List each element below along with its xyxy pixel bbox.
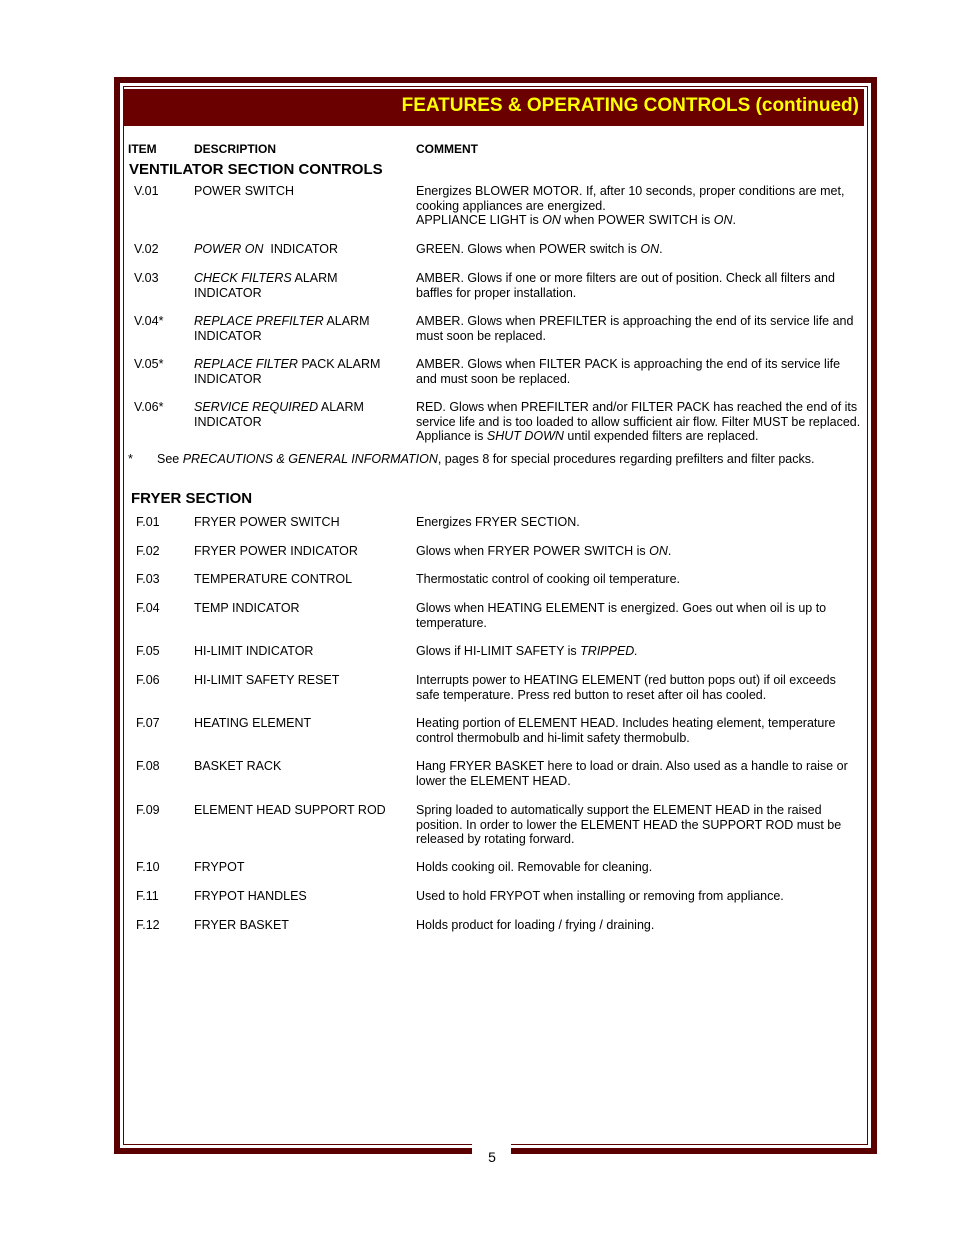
item-code: V.01: [134, 184, 159, 198]
item-comment: Hang FRYER BASKET here to load or drain. Also used as a handle to raise or lower the ELEMENT HEAD.: [416, 759, 848, 788]
item-comment: Heating portion of ELEMENT HEAD. Includes heating element, temperature control thermobulb and hi-limit safety thermobulb.: [416, 716, 836, 745]
item-description: SERVICE REQUIRED ALARM INDICATOR: [194, 400, 364, 429]
frame-border-bottom-right: [511, 1148, 877, 1154]
item-code: V.03: [134, 271, 159, 285]
item-comment: AMBER. Glows when PREFILTER is approaching the end of its service life and must soon be replaced.: [416, 314, 854, 343]
item-code: V.04*: [134, 314, 164, 328]
item-comment: GREEN. Glows when POWER switch is ON.: [416, 242, 663, 256]
item-description: BASKET RACK: [194, 759, 282, 773]
frame-inner-left: [123, 86, 124, 1145]
item-description: REPLACE FILTER PACK ALARM INDICATOR: [194, 357, 381, 386]
item-description: FRYPOT HANDLES: [194, 889, 307, 903]
item-code: F.08: [136, 759, 160, 773]
item-comment: Energizes BLOWER MOTOR. If, after 10 seconds, proper conditions are met, cooking appliances are energized. APPLIANCE LIGHT is ON when POWER SWITCH is ON.: [416, 184, 845, 227]
item-description: FRYPOT: [194, 860, 245, 874]
item-code: V.02: [134, 242, 159, 256]
item-description: REPLACE PREFILTER ALARM INDICATOR: [194, 314, 370, 343]
footnote-text: See PRECAUTIONS & GENERAL INFORMATION, pages 8 for special procedures regarding prefilters and filter packs.: [157, 452, 815, 466]
item-description: CHECK FILTERS ALARM INDICATOR: [194, 271, 338, 300]
item-code: F.07: [136, 716, 160, 730]
item-description: HI-LIMIT SAFETY RESET: [194, 673, 340, 687]
item-code: F.11: [136, 889, 159, 903]
item-code: F.04: [136, 601, 160, 615]
item-comment: Thermostatic control of cooking oil temperature.: [416, 572, 681, 586]
item-comment: Used to hold FRYPOT when installing or removing from appliance.: [416, 889, 784, 903]
frame-border-left: [114, 77, 120, 1154]
frame-border-bottom-left: [114, 1148, 472, 1154]
item-comment: Glows if HI-LIMIT SAFETY is TRIPPED.: [416, 644, 638, 658]
frame-inner-bottom-left: [123, 1144, 472, 1145]
frame-inner-bottom-right: [511, 1144, 868, 1145]
item-code: F.12: [136, 918, 160, 932]
item-description: FRYER POWER SWITCH: [194, 515, 340, 529]
item-comment: AMBER. Glows if one or more filters are out of position. Check all filters and baffles for proper installation.: [416, 271, 835, 300]
item-code: F.09: [136, 803, 160, 817]
item-code: F.05: [136, 644, 160, 658]
item-comment: Interrupts power to HEATING ELEMENT (red button pops out) if oil exceeds safe temperature. Press red button to reset after oil has cooled.: [416, 673, 836, 702]
item-description: HI-LIMIT INDICATOR: [194, 644, 314, 658]
footnote-marker: *: [128, 452, 133, 466]
page-title: FEATURES & OPERATING CONTROLS (continued): [401, 95, 859, 116]
ventilator-section-title: VENTILATOR SECTION CONTROLS: [129, 161, 383, 178]
item-description: TEMPERATURE CONTROL: [194, 572, 353, 586]
item-description: FRYER POWER INDICATOR: [194, 544, 358, 558]
item-comment: Spring loaded to automatically support the ELEMENT HEAD in the raised position. In order to lower the ELEMENT HEAD the SUPPORT ROD must be released by rotating forward.: [416, 803, 842, 846]
item-comment: Glows when HEATING ELEMENT is energized. Goes out when oil is up to temperature.: [416, 601, 827, 630]
frame-border-top: [114, 77, 877, 83]
column-header-comment: COMMENT: [416, 142, 478, 156]
item-comment: Energizes FRYER SECTION.: [416, 515, 580, 529]
page-number: 5: [488, 1149, 496, 1165]
item-code: F.03: [136, 572, 160, 586]
item-comment: Glows when FRYER POWER SWITCH is ON.: [416, 544, 672, 558]
item-code: V.05*: [134, 357, 164, 371]
item-description: FRYER BASKET: [194, 918, 289, 932]
title-banner: [123, 89, 864, 126]
column-header-item: ITEM: [128, 142, 157, 156]
item-description: HEATING ELEMENT: [194, 716, 312, 730]
frame-inner-top: [123, 86, 868, 87]
item-code: F.01: [136, 515, 160, 529]
item-code: V.06*: [134, 400, 164, 414]
item-comment: Holds cooking oil. Removable for cleaning.: [416, 860, 653, 874]
frame-border-right: [871, 77, 877, 1154]
item-code: F.10: [136, 860, 160, 874]
item-code: F.06: [136, 673, 160, 687]
item-comment: Holds product for loading / frying / draining.: [416, 918, 655, 932]
item-comment: RED. Glows when PREFILTER and/or FILTER PACK has reached the end of its service life and is too loaded to allow sufficient air flow. Filter MUST be replaced. Appliance is SHUT DOWN until expended filters are replaced.: [416, 400, 861, 443]
item-description: POWER SWITCH: [194, 184, 294, 198]
frame-inner-right: [867, 86, 868, 1145]
item-comment: AMBER. Glows when FILTER PACK is approaching the end of its service life and must soon be replaced.: [416, 357, 841, 386]
column-header-description: DESCRIPTION: [194, 142, 277, 156]
item-code: F.02: [136, 544, 160, 558]
item-description: ELEMENT HEAD SUPPORT ROD: [194, 803, 386, 817]
fryer-section-title: FRYER SECTION: [131, 490, 253, 507]
item-description: POWER ON INDICATOR: [194, 242, 338, 256]
item-description: TEMP INDICATOR: [194, 601, 300, 615]
